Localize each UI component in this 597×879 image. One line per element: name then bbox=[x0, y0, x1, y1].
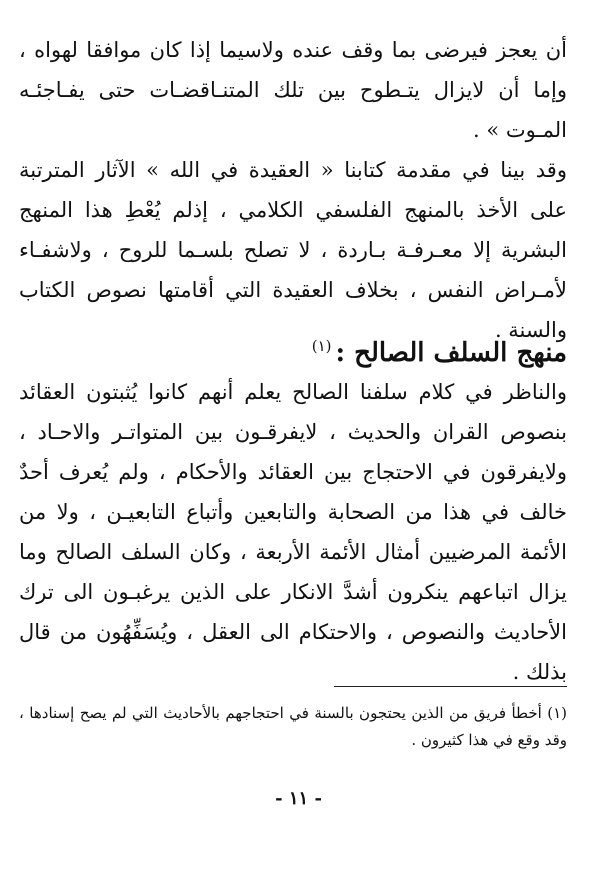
paragraph-continuation: أن يعجز فيرضى بما وقف عنده ولاسيما إذا كان موافقا لهواه ، وإما أن لايزال يتـطوح بين تلك المتنـاقضـات حتى يفـاجئـه المـوت » . bbox=[19, 38, 567, 142]
paragraph-aqeedah-intro: وقد بينا في مقدمة كتابنا « العقيدة في الله » الآثار المترتبة على الأخذ بالمنهج الفلسفي الكلامي ، إذلم يُعْطِ هذا المنهج البشرية إلا معـرفـة بـاردة ، لا تصلح بلسـما للروح ، ولاشفـاء لأمـراض النفس ، بخلاف العقيدة التي أقامتها نصوص الكتاب والسنة . bbox=[19, 158, 567, 342]
footnote-reference: (١) bbox=[311, 337, 332, 355]
footnote-text: (١) أخطأ فريق من الذين يحتجون بالسنة في احتجاجهم بالأحاديث التي لم يصح إسنادها ، وقد وقع في هذا كثيرون . bbox=[19, 704, 567, 749]
page-number: - ١١ - bbox=[275, 788, 322, 809]
footnote-divider bbox=[334, 686, 567, 687]
section-heading bbox=[312, 328, 567, 371]
section-heading-text: منهج السلف الصالح : bbox=[335, 338, 567, 368]
paragraph-salaf-method: والناظر في كلام سلفنا الصالح يعلم أنهم كانوا يُثبتون العقائد بنصوص القران والحديث ، لايفرقـون بين المتواتـر والاحـاد ، ولايفرقون في الاحتجاج بين العقائد والأحكام ، ولم يُعرف أحدٌ خالف في هذا من الصحابة والتابعين وأتباع التابعيـن ، ولا من الأئمة المرضيين أمثال الأئمة الأربعة ، وكان السلف الصالح وما يزال اتباعهم ينكرون أشدَّ الانكار على الذين يرغبـون الى ترك الأحاديث والنصوص ، والاحتكام الى العقل ، ويُسَفِّهُون من قال بذلك . bbox=[19, 380, 567, 684]
